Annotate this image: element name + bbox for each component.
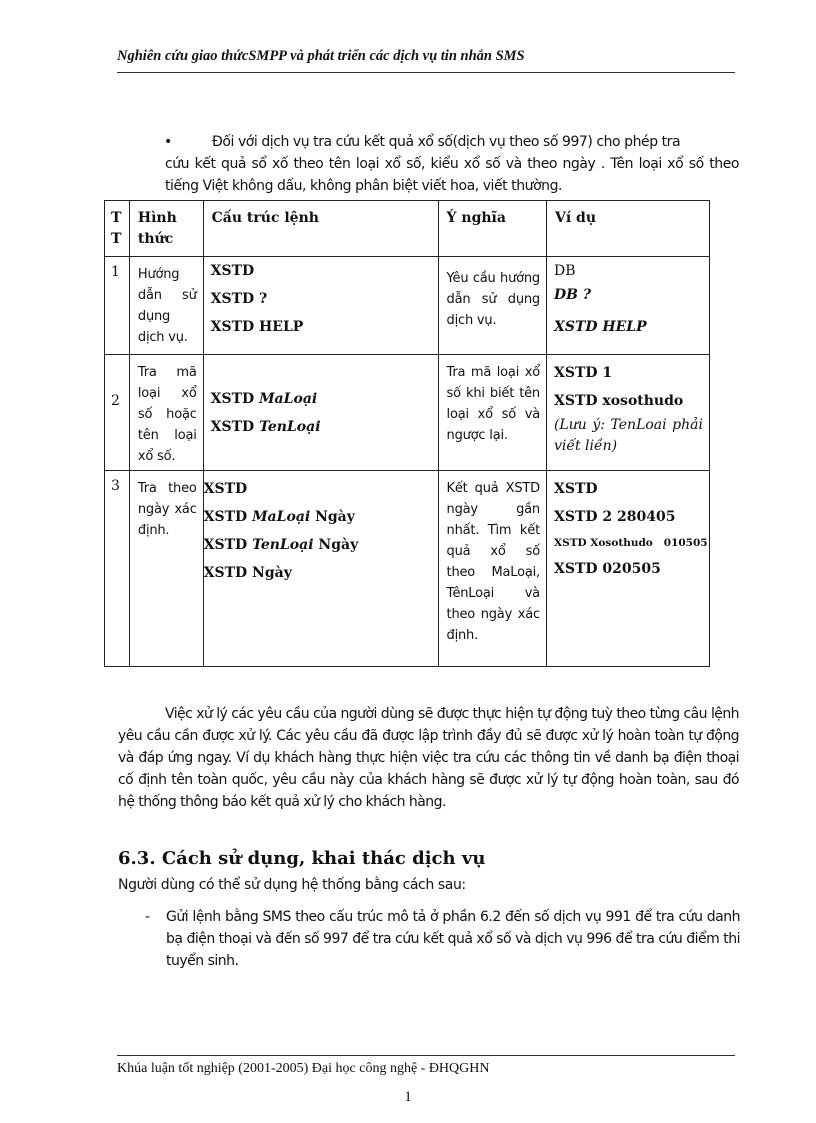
header-tt-1: T — [111, 210, 122, 226]
command-line: XSTD Ngày — [203, 565, 292, 581]
row-y-nghia: Kết quả XSTD ngày gần nhất. Tìm kết quả xổ số theo MaLoại, TênLoại và theo ngày xác định. — [438, 471, 546, 667]
bullet-icon: • — [164, 134, 172, 150]
table-row — [105, 257, 710, 355]
command-line: XSTD ? — [210, 291, 268, 307]
section-heading: 6.3. Cách sử dụng, khai thác dịch vụ — [118, 848, 486, 869]
header-rule — [117, 72, 735, 73]
example-line: DB ? — [553, 287, 592, 303]
table-row — [105, 471, 710, 667]
command-line: XSTD TenLoại Ngày — [203, 537, 359, 553]
header-hinh-thuc: Hình thức — [129, 201, 203, 257]
table-header-row — [105, 201, 710, 257]
command-line: XSTD MaLoại Ngày — [203, 509, 355, 525]
example-line: XSTD 020505 — [553, 561, 661, 577]
page-number: 1 — [404, 1089, 412, 1105]
header-tt — [105, 201, 130, 257]
header-y-nghia: Ý nghĩa — [438, 201, 546, 257]
row-number: 3 — [105, 471, 130, 667]
command-line: XSTD — [203, 481, 248, 497]
row-cau-truc — [203, 257, 438, 355]
footer-rule — [117, 1055, 735, 1056]
row-y-nghia: Tra mã loại xổ số khi biết tên loại xổ số và ngược lại. — [438, 355, 546, 471]
command-line: XSTD MaLoại — [210, 391, 318, 407]
running-header: Nghiên cứu giao thứcSMPP và phát triển các dịch vụ tin nhắn SMS — [117, 48, 525, 64]
bullet-first-line: Đối với dịch vụ tra cứu kết quả xổ số(dịch vụ theo số 997) cho phép tra — [212, 134, 681, 150]
example-line: XSTD xosothudo — [553, 393, 684, 409]
example-note: (Lưu ý: TenLoai phải viết liền) — [553, 417, 703, 454]
row-number: 1 — [105, 257, 130, 355]
example-line: XSTD HELP — [553, 319, 647, 335]
command-line: XSTD — [210, 263, 255, 279]
header-tt-2: T — [111, 231, 122, 247]
example-line: XSTD — [553, 481, 598, 497]
row-cau-truc — [203, 471, 438, 667]
row-hinh-thuc: Hướng dẫn sử dụng dịch vụ. — [129, 257, 203, 355]
body-paragraph: Việc xử lý các yêu cầu của người dùng sẽ được thực hiện tự động tuỳ theo từng câu lệnh yêu cầu cần được xử lý. Các yêu cầu đã được lập trình đầy đủ sẽ được xử lý hoàn toàn tự động và đáp ứng ngay. Ví dụ khách hàng thực hiện việc tra cứu các thông tin về danh bạ điện thoại cố định tên toàn quốc, yêu cầu này của khách hàng sẽ được xử lý tự động hoàn toàn, sau đó hệ thống thông báo kết quả xử lý cho khách hàng. — [118, 706, 739, 810]
list-item: - Gửi lệnh bằng SMS theo cấu trúc mô tả ở phần 6.2 đến số dịch vụ 991 để tra cứu danh bạ điện thoại và đến số 997 để tra cứu kết quả xổ số và dịch vụ 996 để tra cứu điểm thi tuyển sinh. — [166, 906, 740, 972]
table-row — [105, 355, 710, 471]
example-line: XSTD 2 280405 — [553, 509, 676, 525]
row-vi-du — [546, 355, 709, 471]
command-line: XSTD HELP — [210, 319, 304, 335]
example-line: XSTD Xosothudo 010505 — [553, 537, 708, 549]
section-intro: Người dùng có thể sử dụng hệ thống bằng cách sau: — [118, 877, 466, 893]
command-line: XSTD TenLoại — [210, 419, 321, 435]
row-y-nghia: Yêu cầu hướng dẫn sử dụng dịch vụ. — [438, 257, 546, 355]
command-table — [104, 200, 710, 667]
row-vi-du — [546, 471, 709, 667]
row-number: 2 — [105, 355, 130, 471]
row-cau-truc — [203, 355, 438, 471]
header-vi-du: Ví dụ — [546, 201, 709, 257]
bullet-paragraph — [165, 131, 739, 197]
dash-bullet-icon: - — [145, 909, 150, 925]
example-line: XSTD 1 — [553, 365, 613, 381]
footer-text: Khúa luận tốt nghiệp (2001-2005) Đại học công nghệ - ĐHQGHN — [117, 1061, 490, 1076]
row-hinh-thuc: Tra mã loại xổ số hoặc tên loại xổ số. — [129, 355, 203, 471]
row-hinh-thuc: Tra theo ngày xác định. — [129, 471, 203, 667]
bullet-rest: cứu kết quả sổ xố theo tên loại xổ số, kiểu xổ số và theo ngày . Tên loại xổ số theo tiếng Việt không dấu, không phân biệt viết hoa, viết thường. — [165, 156, 739, 194]
example-line: DB — [553, 263, 576, 279]
header-cau-truc: Cấu trúc lệnh — [203, 201, 438, 257]
row-vi-du — [546, 257, 709, 355]
